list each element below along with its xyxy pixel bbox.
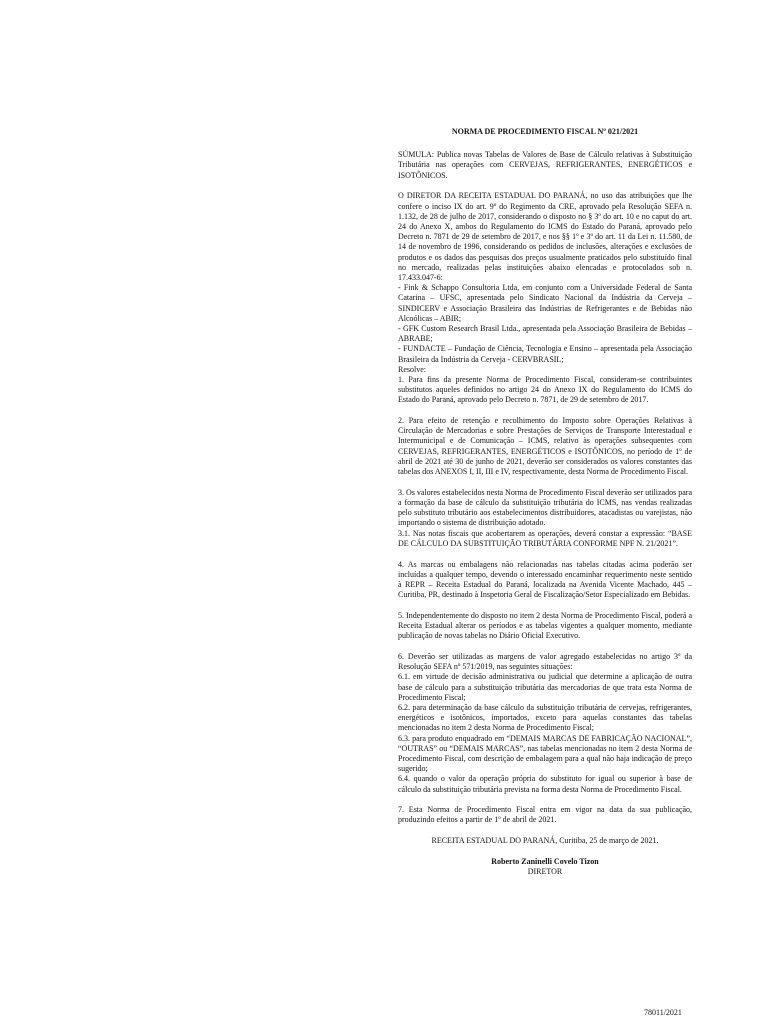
item-6-paragraph: 6. Deverão ser utilizadas as margens de valor agregado estabelecidas no artigo 3º da Resolução SEFA nº 571/2019, nas seguintes situações: — [398, 651, 692, 672]
institution-item: - Fink & Schappo Consultoria Ltda, em conjunto com a Universidade Federal de Santa Catarina – UFSC, apresentada pelo Sindicato Nacional da Indústria da Cerveja – SINDICERV e Associação Brasileira das Indústrias de Refrigerantes e de Bebidas não Alcoólicas – ABIR; — [398, 283, 692, 323]
spacer — [398, 826, 692, 837]
signer-name: Roberto Zaninelli Covelo Tizon — [491, 856, 599, 866]
place-date-line: RECEITA ESTADUAL DO PARANÁ, Curitiba, 25 de março de 2021. — [431, 836, 659, 846]
item-1-paragraph: 1. Para fins da presente Norma de Procedimento Fiscal, consideram-se contribuintes substitutos aqueles definidos no artigo 24 do Anexo IX do Regulamento do ICMS do Estado do Paraná, aprovado pelo Decreto n. 7871, de 29 de setembro de 2017. — [398, 374, 692, 405]
item-6-3-paragraph: 6.3. para produto enquadrado em “DEMAIS MARCAS DE FABRICAÇÃO NACIONAL”, “OUTRAS” ou “DEMAIS MARCAS”, nas tabelas mencionadas no item 2 desta Norma de Procedimento Fiscal, com descrição de embalagem para a qual não haja indicação de preço sugerido; — [398, 733, 692, 774]
spacer — [398, 641, 692, 652]
spacer — [398, 600, 692, 611]
cut-off-reference: 78011/2021 — [644, 1009, 682, 1015]
item-7-paragraph: 7. Esta Norma de Procedimento Fiscal entra em vigor na data da sua publicação, produzindo efeitos a partir de 1º de abril de 2021. — [398, 805, 692, 825]
spacer — [398, 795, 692, 806]
institution-item: - FUNDACTE – Fundação de Ciência, Tecnologia e Ensino – apresentada pela Associação Brasileira da Indústria da Cerveja - CERVBRASIL; — [398, 344, 692, 364]
item-2-paragraph: 2. Para efeito de retenção e recolhimento do Imposto sobre Operações Relativas à Circulação de Mercadorias e sobre Prestações de Serviços de Transporte Interestadual e Intermunicipal e de Comunicação – ICMS, relativo às operações subsequentes com CERVEJAS, REFRIGERANTES, ENERGÉTICOS e ISOTÔNICOS, no período de 1º de abril de 2021 até 30 de junho de 2021, deverão ser considerados os valores constantes das tabelas dos ANEXOS I, II, III e IV, respectivamente, desta Norma de Procedimento Fiscal. — [398, 416, 692, 477]
item-3-paragraph: 3. Os valores estabelecidos nesta Norma de Procedimento Fiscal deverão ser utilizados para a formação da base de cálculo da substituição tributária do ICMS, nas vendas realizadas pelo substituto tributário aos estabelecimentos distribuidores, atacadistas ou varejistas, não importando o sistema de distribuição adotado. — [398, 487, 692, 528]
item-6-4-paragraph: 6.4. quando o valor da operação própria do substituto for igual ou superior à base de cálculo da substituição tributária prevista na forma desta Norma de Procedimento Fiscal. — [398, 774, 692, 794]
item-6-1-paragraph: 6.1. em virtude de decisão administrativa ou judicial que determine a aplicação de outra base de cálculo para a substituição tributária das mercadorias de que trata esta Norma de Procedimento Fiscal; — [398, 672, 692, 702]
item-3-1-paragraph: 3.1. Nas notas fiscais que acobertarem as operações, deverá constar a expressão: “BASE DE CÁLCULO DA SUBSTITUIÇÃO TRIBUTÁRIA CONFORME NPF N. 21/2021”. — [398, 528, 692, 548]
spacer — [398, 549, 692, 560]
sumula-paragraph: SÚMULA: Publica novas Tabelas de Valores de Base de Cálculo relativas à Substituição Tributária nas operações com CERVEJAS, REFRIGERANTES, ENERGÉTICOS e ISOTÔNICOS. — [398, 150, 692, 180]
item-4-paragraph: 4. As marcas ou embalagens não relacionadas nas tabelas citadas acima poderão ser incluídas a qualquer tempo, devendo o interessado encaminhar requerimento neste sentido à REPR – Receita Estadual do Paraná, localizada na Avenida Vicente Machado, 445 – Curitiba, PR, destinado à Inspetoria Geral de Fiscalização/Setor Especializado em Bebidas. — [398, 559, 692, 600]
spacer — [398, 477, 692, 488]
spacer — [398, 846, 692, 857]
item-6-2-paragraph: 6.2. para determinação da base cálculo da substituição tributária de cervejas, refrigerantes, energéticos e isotônicos, importados, exceto para aquelas constantes das tabelas mencionadas no item 2 desta Norma de Procedimento Fiscal; — [398, 702, 692, 733]
spacer — [398, 406, 692, 417]
document-column — [398, 127, 692, 877]
spacer — [398, 181, 692, 192]
resolve-label: Resolve: — [398, 364, 426, 374]
signer-title: DIRETOR — [527, 867, 563, 877]
preamble-paragraph: O DIRETOR DA RECEITA ESTADUAL DO PARANÁ, no uso das atribuições que lhe confere o inciso IX do art. 9º do Regimento da CRE, aprovado pela Resolução SEFA n. 1.132, de 28 de julho de 2017, considerando o disposto no § 3º do art. 10 e no caput do art. 24 do Anexo X, ambos do Regulamento do ICMS do Estado do Paraná, aprovado pelo Decreto n. 7871 de 29 de setembro de 2017, e nos §§ 1º e 3º do art. 11 da Lei n. 11.580, de 14 de novembro de 1996, considerando os pedidos de inclusões, alterações e exclusões de produtos e os dados das pesquisas dos preços usualmente praticados pelo substituído final no mercado, realizadas pelas instituições abaixo elencadas e protocolados sob n. 17.433.047-6: — [398, 191, 692, 282]
item-5-paragraph: 5. Independentemente do disposto no item 2 desta Norma de Procedimento Fiscal, poderá a Receita Estadual alterar os períodos e as tabelas vigentes a qualquer momento, mediante publicação de novas tabelas no Diário Oficial Executivo. — [398, 610, 692, 641]
institution-item: - GFK Custom Research Brasil Ltda., apresentada pela Associação Brasileira de Bebidas – ABRABE; — [398, 323, 692, 344]
document-title: NORMA DE PROCEDIMENTO FISCAL Nº 021/2021 — [451, 127, 639, 136]
